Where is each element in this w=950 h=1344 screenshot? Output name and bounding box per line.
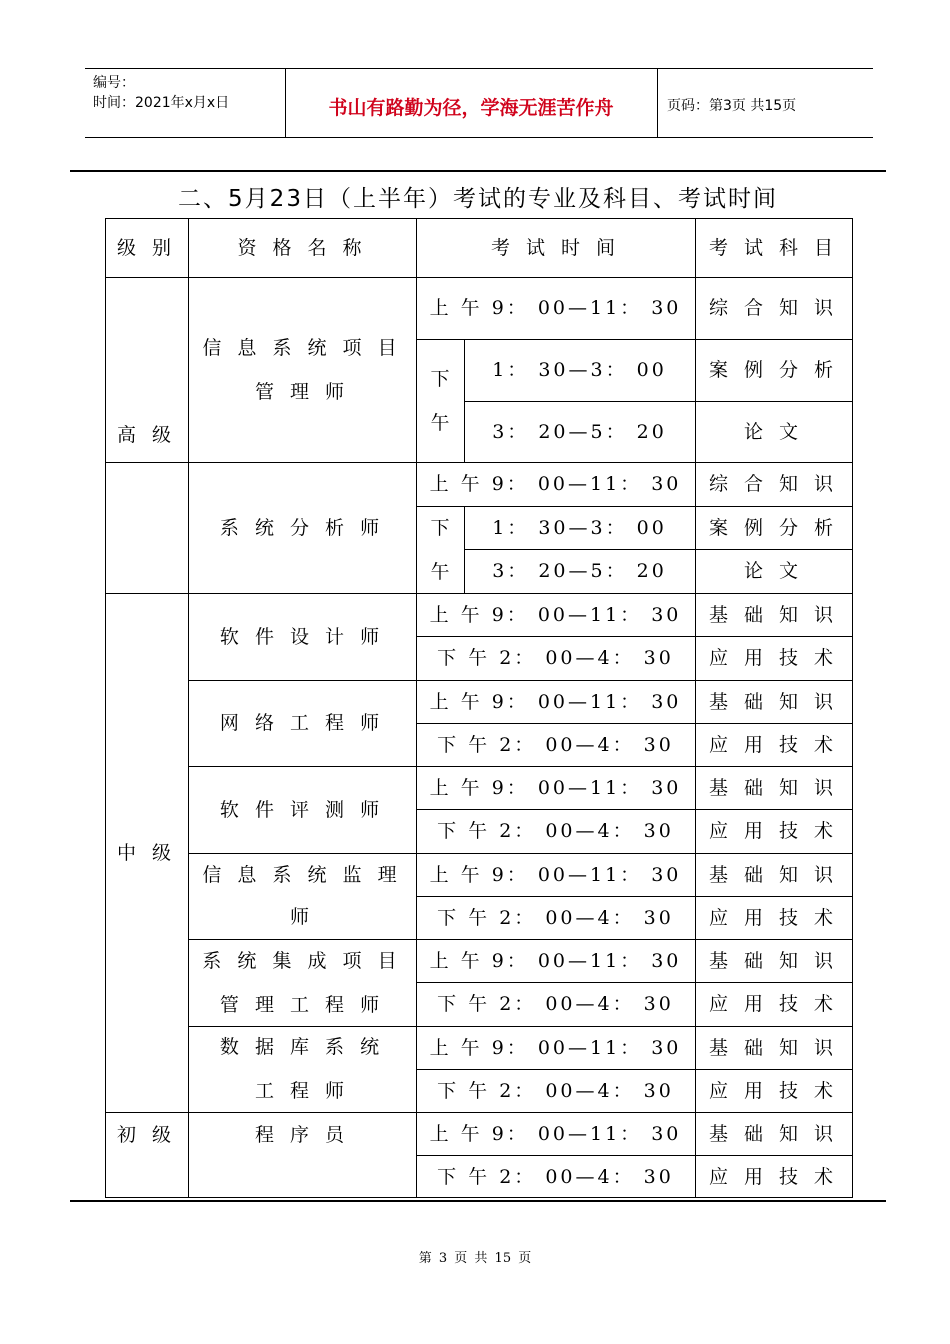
header-qualification: 资 格 名 称 [237,236,367,259]
qualification-line: 管 理 师 [254,380,350,403]
qualification-software-designer: 软 件 设 计 师 [219,625,385,648]
exam-subject-cell: 应 用 技 术 [708,820,839,842]
afternoon-char: 午 [430,560,450,583]
exam-time-cell: 上 午 9： 00—11： 30 [429,863,682,886]
exam-time-cell: 上 午 9： 00—11： 30 [429,1122,682,1145]
afternoon-char: 下 [430,516,450,539]
level-senior: 高 级 [116,424,177,446]
section-title: 二、5月23日（上半年）考试的专业及科目、考试时间 [178,186,778,212]
exam-subject-cell: 应 用 技 术 [708,993,839,1015]
qualification-line: 工 程 师 [254,1080,350,1102]
exam-subject-cell: 应 用 技 术 [708,906,839,929]
qualification-system-analyst: 系 统 分 析 师 [219,516,385,539]
qualification-system-integration-pm [188,939,416,1026]
exam-time-cell: 3： 20—5： 20 [492,420,667,443]
exam-subject-cell: 综 合 知 识 [708,473,839,495]
qualification-line: 管 理 工 程 师 [219,993,385,1016]
exam-time-cell: 1： 30—3： 00 [492,359,667,381]
exam-subject-cell: 案 例 分 析 [708,516,839,539]
header-exam-time: 考 试 时 间 [490,236,621,259]
exam-subject-cell: 综 合 知 识 [708,297,839,319]
afternoon-label [416,506,464,593]
afternoon-label [416,339,464,462]
exam-time-cell: 上 午 9： 00—11： 30 [429,690,682,713]
exam-time-cell: 下 午 2： 00—4： 30 [437,733,674,756]
qualification-programmer: 程 序 员 [254,1124,350,1146]
exam-subject-cell: 基 础 知 识 [708,690,839,713]
bottom-rule [70,1200,886,1202]
exam-subject-cell: 基 础 知 识 [708,863,839,886]
qualification-line: 信 息 系 统 项 目 [202,336,402,359]
exam-subject-cell: 基 础 知 识 [708,603,839,626]
exam-time-cell: 3： 20—5： 20 [492,560,667,582]
header-exam-subject: 考 试 科 目 [708,236,839,259]
exam-subject-cell: 论 文 [743,560,804,582]
motto-text: 书山有路勤为径，学海无涯苦作舟 [328,97,614,119]
qualification-info-system-supervisor: 信 息 系 统 监 理 师 [202,864,402,928]
exam-time-cell: 下 午 2： 00—4： 30 [437,820,674,842]
exam-time-cell: 1： 30—3： 00 [492,516,667,539]
exam-subject-cell: 论 文 [743,420,804,443]
page-info: 页码：第3页 共15页 [667,98,797,114]
exam-time-cell: 下 午 2： 00—4： 30 [437,1165,674,1188]
level-intermediate: 中 级 [116,841,177,864]
document-date-label: 时间：2021年x月x日 [93,95,230,111]
exam-subject-cell: 应 用 技 术 [708,1165,839,1188]
exam-subject-cell: 案 例 分 析 [708,359,839,381]
qualification-software-tester: 软 件 评 测 师 [219,798,385,821]
exam-subject-cell: 应 用 技 术 [708,647,839,669]
exam-time-cell: 下 午 2： 00—4： 30 [437,906,674,929]
level-junior: 初 级 [116,1124,177,1146]
page-footer: 第 3 页 共 15 页 [418,1251,532,1266]
exam-subject-cell: 应 用 技 术 [708,733,839,756]
exam-subject-cell: 基 础 知 识 [708,949,839,972]
exam-time-cell: 上 午 9： 00—11： 30 [429,603,682,626]
afternoon-char: 下 [430,367,450,390]
exam-subject-cell: 基 础 知 识 [708,1122,839,1145]
qualification-database-engineer [188,1026,416,1112]
qualification-line: 数 据 库 系 统 [219,1036,385,1058]
exam-time-cell: 上 午 9： 00—11： 30 [429,949,682,972]
qualification-line: 系 统 集 成 项 目 [202,949,402,972]
exam-time-cell: 下 午 2： 00—4： 30 [437,993,674,1015]
exam-time-cell: 下 午 2： 00—4： 30 [437,647,674,669]
document-number-label: 编号： [93,75,135,91]
qualification-info-system-pm [188,277,416,462]
header-level: 级 别 [116,236,177,259]
exam-time-cell: 上 午 9： 00—11： 30 [429,473,682,495]
exam-subject-cell: 基 础 知 识 [708,1036,839,1059]
exam-time-cell: 下 午 2： 00—4： 30 [437,1079,674,1102]
exam-time-cell: 上 午 9： 00—11： 30 [429,1036,682,1059]
exam-subject-cell: 应 用 技 术 [708,1079,839,1102]
afternoon-char: 午 [430,411,450,434]
qualification-network-engineer: 网 络 工 程 师 [219,712,385,734]
exam-subject-cell: 基 础 知 识 [708,776,839,799]
exam-time-cell: 上 午 9： 00—11： 30 [429,776,682,799]
exam-time-cell: 上 午 9： 00—11： 30 [429,297,682,319]
